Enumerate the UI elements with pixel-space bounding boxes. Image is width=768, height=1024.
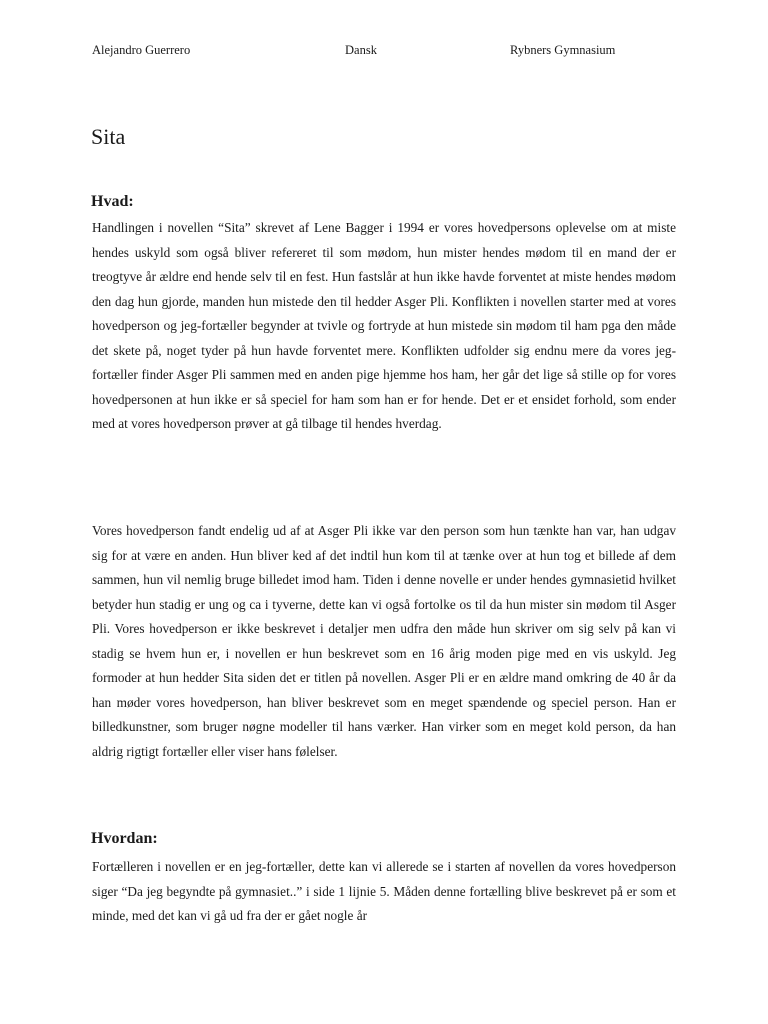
- header-subject: Dansk: [345, 43, 377, 57]
- header-school: Rybners Gymnasium: [510, 43, 616, 57]
- section-heading-hvordan: Hvordan:: [91, 830, 158, 847]
- page-header: [92, 43, 692, 63]
- document-title: Sita: [91, 124, 126, 149]
- paragraph-hvordan-1: Fortælleren i novellen er en jeg-fortæller, dette kan vi allerede se i starten af novellen da vores hovedperson siger “Da jeg begyndte på gymnasiet..” i side 1 lijnie 5. Måden denne fortælling blive beskrevet på er som et minde, med det kan vi gå ud fra der er gået nogle år: [92, 859, 676, 923]
- paragraph-hvad-1: Handlingen i novellen “Sita” skrevet af Lene Bagger i 1994 er vores hovedpersons oplevelse om at miste hendes uskyld som også bliver refereret til som mødom, hun mister hendes mødom til en mand der er treogtyve år ældre end hende selv til en fest. Hun fastslår at hun ikke havde forventet at miste hendes mødom den dag hun gjorde, manden hun mistede den til hedder Asger Pli. Konflikten i novellen starter med at vores hovedperson og jeg-fortæller begynder at tvivle og fortryde at hun mistede sin mødom til ham pga den måde det skete på, noget tyder på hun havde forventet mere. Konflikten udfolder sig endnu mere da vores jeg-fortæller finder Asger Pli sammen med en anden pige hjemme hos ham, her går det lige så stille op for vores hovedpersonen at hun ikke er så speciel for ham som han er for hende. Det er et ensidet forhold, som ender med at vores hovedperson prøver at gå tilbage til hendes hverdag.: [92, 220, 676, 431]
- section-heading-hvad: Hvad:: [91, 193, 134, 210]
- paragraph-hvad-2: Vores hovedperson fandt endelig ud af at Asger Pli ikke var den person som hun tænkte han var, han udgav sig for at være en anden. Hun bliver ked af det indtil hun kom til at tænke over at hun tog et billede af dem sammen, hun vil nemlig bruge billedet imod ham. Tiden i denne novelle er under hendes gymnasietid hvilket betyder hun stadig er ung og ca i tyverne, dette kan vi også fortolke os til da hun mister sin mødom til Asger Pli. Vores hovedperson er ikke beskrevet i detaljer men udfra den måde hun skriver om sig selv på kan vi stadig se hvem hun er, i novellen er hun beskrevet som en 16 årig moden pige med en vis uskyld. Jeg formoder at hun hedder Sita siden det er titlen på novellen. Asger Pli er en ældre mand omkring de 40 år da han møder vores hovedperson, han bliver beskrevet som en meget spændende og speciel person. Han er billedkunstner, som bruger nøgne modeller til hans værker. Han virker som en meget kold person, da han aldrig rigtigt fortæller eller viser hans følelser.: [92, 523, 676, 759]
- header-author: Alejandro Guerrero: [92, 43, 191, 57]
